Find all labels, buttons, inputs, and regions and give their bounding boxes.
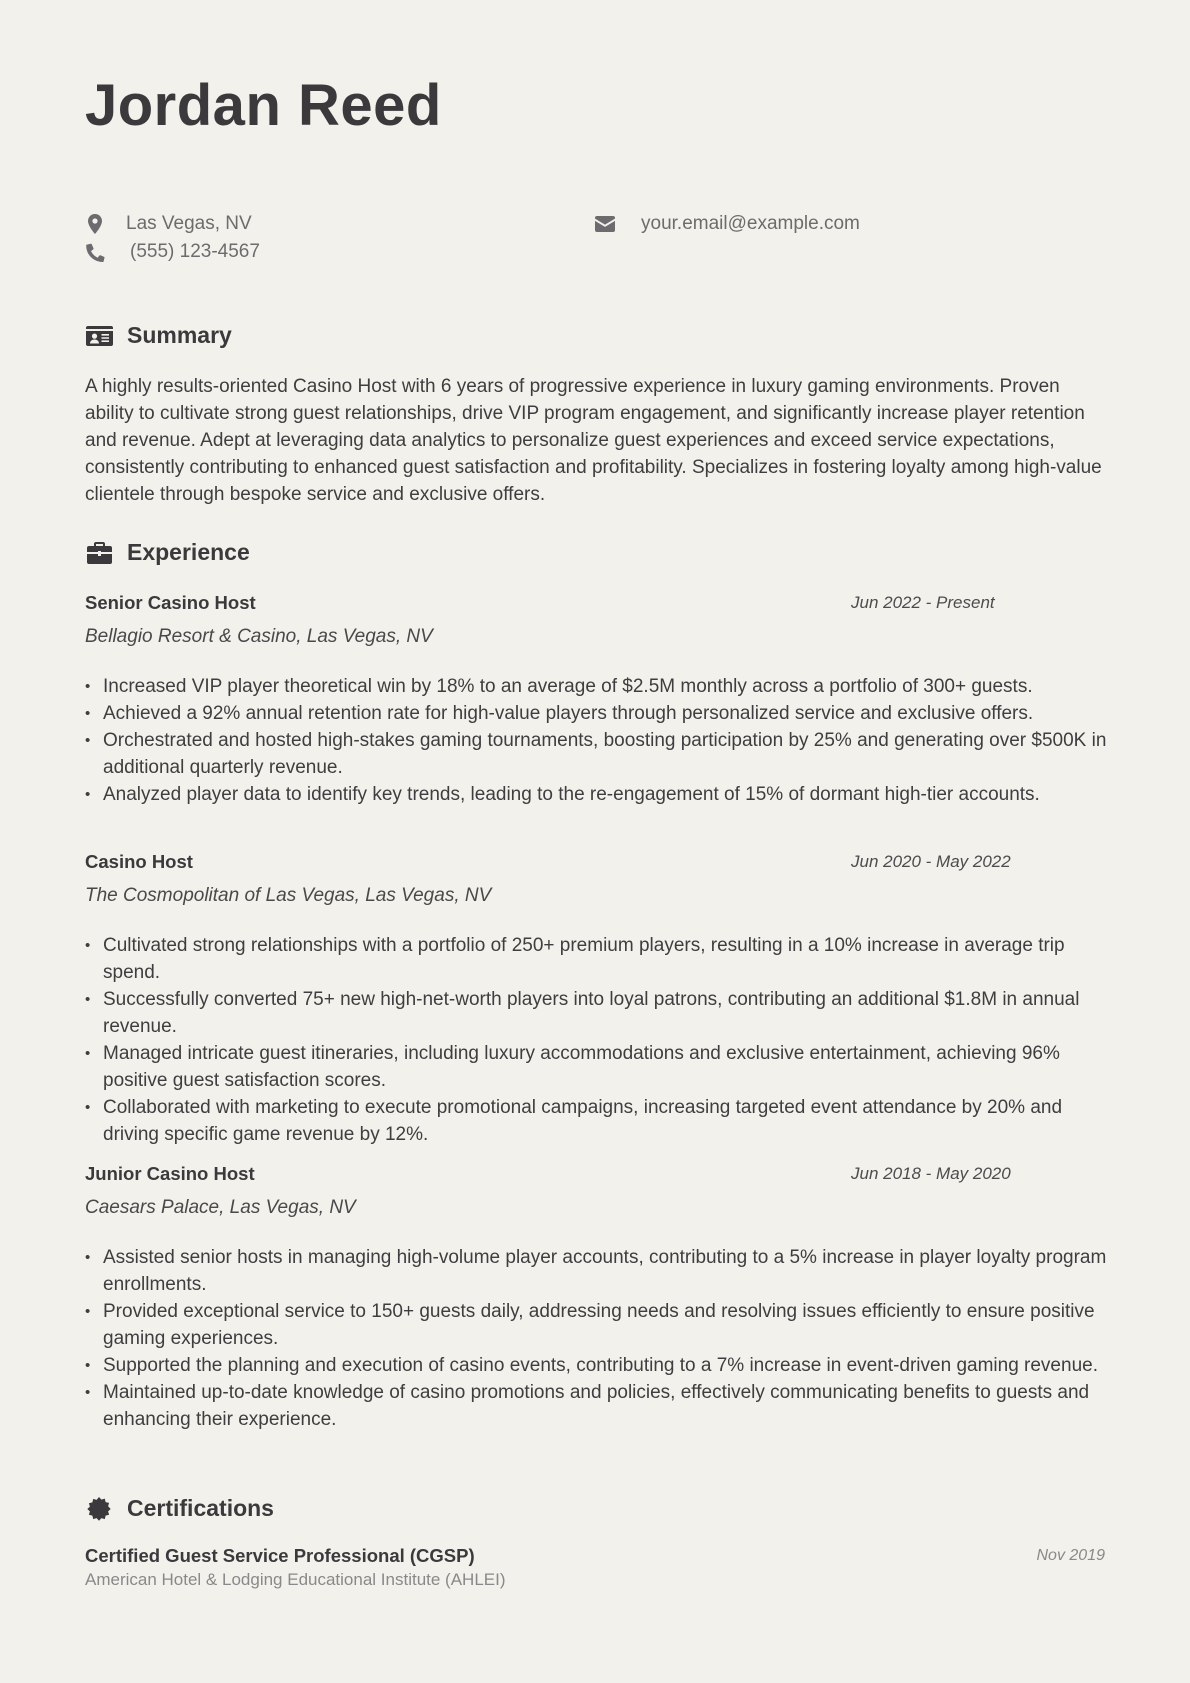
envelope-icon xyxy=(595,214,615,234)
candidate-name: Jordan Reed xyxy=(85,73,442,138)
contact-phone xyxy=(85,241,260,263)
job-bullet: • Collaborated with marketing to execute promotional campaigns, increasing targeted event attendance by 20% and driving specific game revenue by 12%. xyxy=(103,1094,1113,1148)
job-bullet: • Orchestrated and hosted high-stakes gaming tournaments, boosting participation by 25% and generating over $500K in additional quarterly revenue. xyxy=(103,727,1113,781)
section-header-certifications xyxy=(85,1495,274,1522)
job-company: Caesars Palace, Las Vegas, NV xyxy=(85,1197,356,1218)
job-bullet: • Provided exceptional service to 150+ guests daily, addressing needs and resolving issues efficiently to ensure positive gaming experiences. xyxy=(103,1298,1113,1352)
job-bullets xyxy=(85,1244,1113,1433)
section-header-summary xyxy=(85,322,232,349)
email-text: your.email@example.com xyxy=(641,213,860,234)
job-bullet: • Supported the planning and execution of casino events, contributing to a 7% increase in event-driven gaming revenue. xyxy=(103,1352,1113,1379)
contact-location xyxy=(85,213,252,235)
job-bullet: • Cultivated strong relationships with a portfolio of 250+ premium players, resulting in a 10% increase in average trip spend. xyxy=(103,932,1113,986)
certification-issuer: American Hotel & Lodging Educational Institute (AHLEI) xyxy=(85,1570,506,1589)
phone-text: (555) 123-4567 xyxy=(130,241,260,262)
job-title: Casino Host xyxy=(85,851,193,872)
job-bullet: • Increased VIP player theoretical win by 18% to an average of $2.5M monthly across a portfolio of 300+ guests. xyxy=(103,673,1113,700)
job-bullet: • Assisted senior hosts in managing high-volume player accounts, contributing to a 5% increase in player loyalty program enrollments. xyxy=(103,1244,1113,1298)
certificate-badge-icon xyxy=(85,1497,113,1521)
job-title: Junior Casino Host xyxy=(85,1163,255,1184)
section-title-experience: Experience xyxy=(127,539,250,565)
job-bullet: • Achieved a 92% annual retention rate for high-value players through personalized service and exclusive offers. xyxy=(103,700,1113,727)
section-header-experience xyxy=(85,539,250,566)
job-title: Senior Casino Host xyxy=(85,592,256,613)
job-dates: Jun 2020 - May 2022 xyxy=(851,852,1011,871)
section-title-certifications: Certifications xyxy=(127,1495,274,1521)
job-bullet: • Maintained up-to-date knowledge of casino promotions and policies, effectively communicating benefits to guests and enhancing their experience. xyxy=(103,1379,1113,1433)
job-bullets xyxy=(85,932,1113,1148)
job-company: The Cosmopolitan of Las Vegas, Las Vegas, NV xyxy=(85,885,492,906)
summary-text: A highly results-oriented Casino Host with 6 years of progressive experience in luxury gaming environments. Proven ability to cultivate strong guest relationships, drive VIP program engagement, and significantly increase player retention and revenue. Adept at leveraging data analytics to personalize guest experiences and exceed service expectations, consistently contributing to enhanced guest satisfaction and profitability. Specializes in fostering loyalty among high-value clientele through bespoke service and exclusive offers. xyxy=(85,376,1102,505)
certification-entry xyxy=(85,1545,1105,1590)
job-dates: Jun 2022 - Present xyxy=(851,593,995,612)
job-bullet: • Successfully converted 75+ new high-net-worth players into loyal patrons, contributing an additional $1.8M in annual revenue. xyxy=(103,986,1113,1040)
location-text: Las Vegas, NV xyxy=(126,213,252,234)
job-bullet: • Managed intricate guest itineraries, including luxury accommodations and exclusive entertainment, achieving 96% positive guest satisfaction scores. xyxy=(103,1040,1113,1094)
job-bullet: • Analyzed player data to identify key trends, leading to the re-engagement of 15% of dormant high-tier accounts. xyxy=(103,781,1113,808)
section-title-summary: Summary xyxy=(127,322,232,348)
map-marker-icon xyxy=(85,214,105,234)
job-company: Bellagio Resort & Casino, Las Vegas, NV xyxy=(85,626,433,647)
briefcase-icon xyxy=(85,541,113,565)
contact-email xyxy=(595,213,860,235)
phone-icon xyxy=(85,242,105,262)
job-dates: Jun 2018 - May 2020 xyxy=(851,1164,1011,1183)
certification-name: Certified Guest Service Professional (CGSP) xyxy=(85,1545,475,1566)
certification-date: Nov 2019 xyxy=(1036,1547,1105,1564)
job-bullets xyxy=(85,673,1113,808)
id-card-icon xyxy=(85,324,113,348)
